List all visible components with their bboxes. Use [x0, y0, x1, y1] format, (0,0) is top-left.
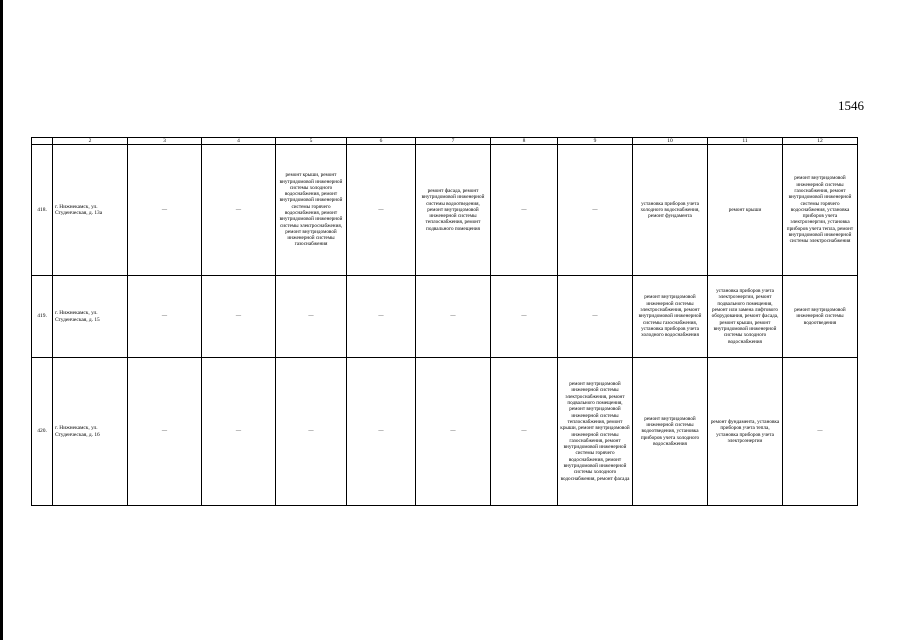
work-cell: —	[416, 276, 491, 358]
address-cell: г. Нижнекамск, ул. Студенческая, д. 15	[53, 276, 128, 358]
work-cell: ремонт внутридомовой инженерной системы электроснабжения, ремонт подвального помещения, ремонт внутридомовой инженерной системы теплоснабжения, ремонт крыши, ремонт внутридомовой инженерной системы газоснабжения, ремонт внутридомовой инженерной системы горячего водоснабжения, ремонт внутридомовой инженерной системы холодного водоснабжения, ремонт фасада	[558, 358, 633, 506]
repair-schedule-table	[31, 137, 858, 506]
work-cell: ремонт фасада, ремонт внутридомовой инженерной системы водоотведения, ремонт внутридомовой инженерной системы теплоснабжения, ремонт подвального помещения	[416, 145, 491, 276]
work-cell: —	[276, 276, 347, 358]
work-cell: ремонт крыши, ремонт внутридомовой инженерной системы холодного водоснабжения, ремонт внутридомовой инженерной системы горячего водоснабжения, ремонт внутридомовой инженерной системы электроснабжения, ремонт внутридомовой инженерной системы газоснабжения	[276, 145, 347, 276]
header-cell: 12	[783, 138, 858, 145]
table-row	[32, 276, 858, 358]
work-cell: —	[202, 145, 276, 276]
row-number: 418.	[32, 145, 53, 276]
work-cell: —	[128, 145, 202, 276]
header-row	[32, 138, 858, 145]
row-number: 420.	[32, 358, 53, 506]
work-cell: —	[558, 145, 633, 276]
address-cell: г. Нижнекамск, ул. Студенческая, д. 13а	[53, 145, 128, 276]
header-cell: 6	[347, 138, 416, 145]
work-cell: —	[491, 276, 558, 358]
header-cell: 10	[633, 138, 708, 145]
work-cell: —	[783, 358, 858, 506]
work-cell: —	[276, 358, 347, 506]
work-cell: —	[202, 358, 276, 506]
work-cell: —	[128, 358, 202, 506]
page-number: 1546	[838, 98, 864, 113]
work-cell: установка приборов учета холодного водоснабжения, ремонт фундамента	[633, 145, 708, 276]
work-cell: —	[416, 358, 491, 506]
work-cell: ремонт фундамента, установка приборов учета тепла, установка приборов учета электроэнергии	[708, 358, 783, 506]
row-number: 419.	[32, 276, 53, 358]
work-cell: —	[558, 276, 633, 358]
header-cell: 8	[491, 138, 558, 145]
work-cell: ремонт внутридомовой инженерной системы водоотведения	[783, 276, 858, 358]
work-cell: —	[491, 358, 558, 506]
address-cell: г. Нижнекамск, ул. Студенческая, д. 16	[53, 358, 128, 506]
work-cell: ремонт внутридомовой инженерной системы газоснабжения, ремонт внутридомовой инженерной системы горячего водоснабжения, установка приборов учета электроэнергии, установка приборов учета тепла, ремонт внутридомовой инженерной системы электроснабжения	[783, 145, 858, 276]
work-cell: —	[491, 145, 558, 276]
work-cell: —	[347, 276, 416, 358]
work-cell: —	[347, 358, 416, 506]
work-cell: ремонт внутридомовой инженерной системы водоотведения, установка приборов учета холодного водоснабжения	[633, 358, 708, 506]
scan-edge-rule	[0, 0, 3, 640]
header-cell: 2	[53, 138, 128, 145]
table-row	[32, 145, 858, 276]
header-cell	[32, 138, 53, 145]
header-cell: 5	[276, 138, 347, 145]
work-cell: —	[202, 276, 276, 358]
header-cell: 4	[202, 138, 276, 145]
work-cell: —	[128, 276, 202, 358]
header-cell: 3	[128, 138, 202, 145]
header-cell: 9	[558, 138, 633, 145]
work-cell: ремонт внутридомовой инженерной системы электроснабжения, ремонт внутридомовой инженерной системы газоснабжения, установка приборов учета холодного водоснабжения	[633, 276, 708, 358]
header-cell: 7	[416, 138, 491, 145]
work-cell: ремонт крыши	[708, 145, 783, 276]
work-cell: установка приборов учета электроэнергии, ремонт подвального помещения, ремонт или замена лифтового оборудования, ремонт фасада, ремонт крыши, ремонт внутридомовой инженерной системы холодного водоснабжения	[708, 276, 783, 358]
table-row	[32, 358, 858, 506]
header-cell: 11	[708, 138, 783, 145]
work-cell: —	[347, 145, 416, 276]
